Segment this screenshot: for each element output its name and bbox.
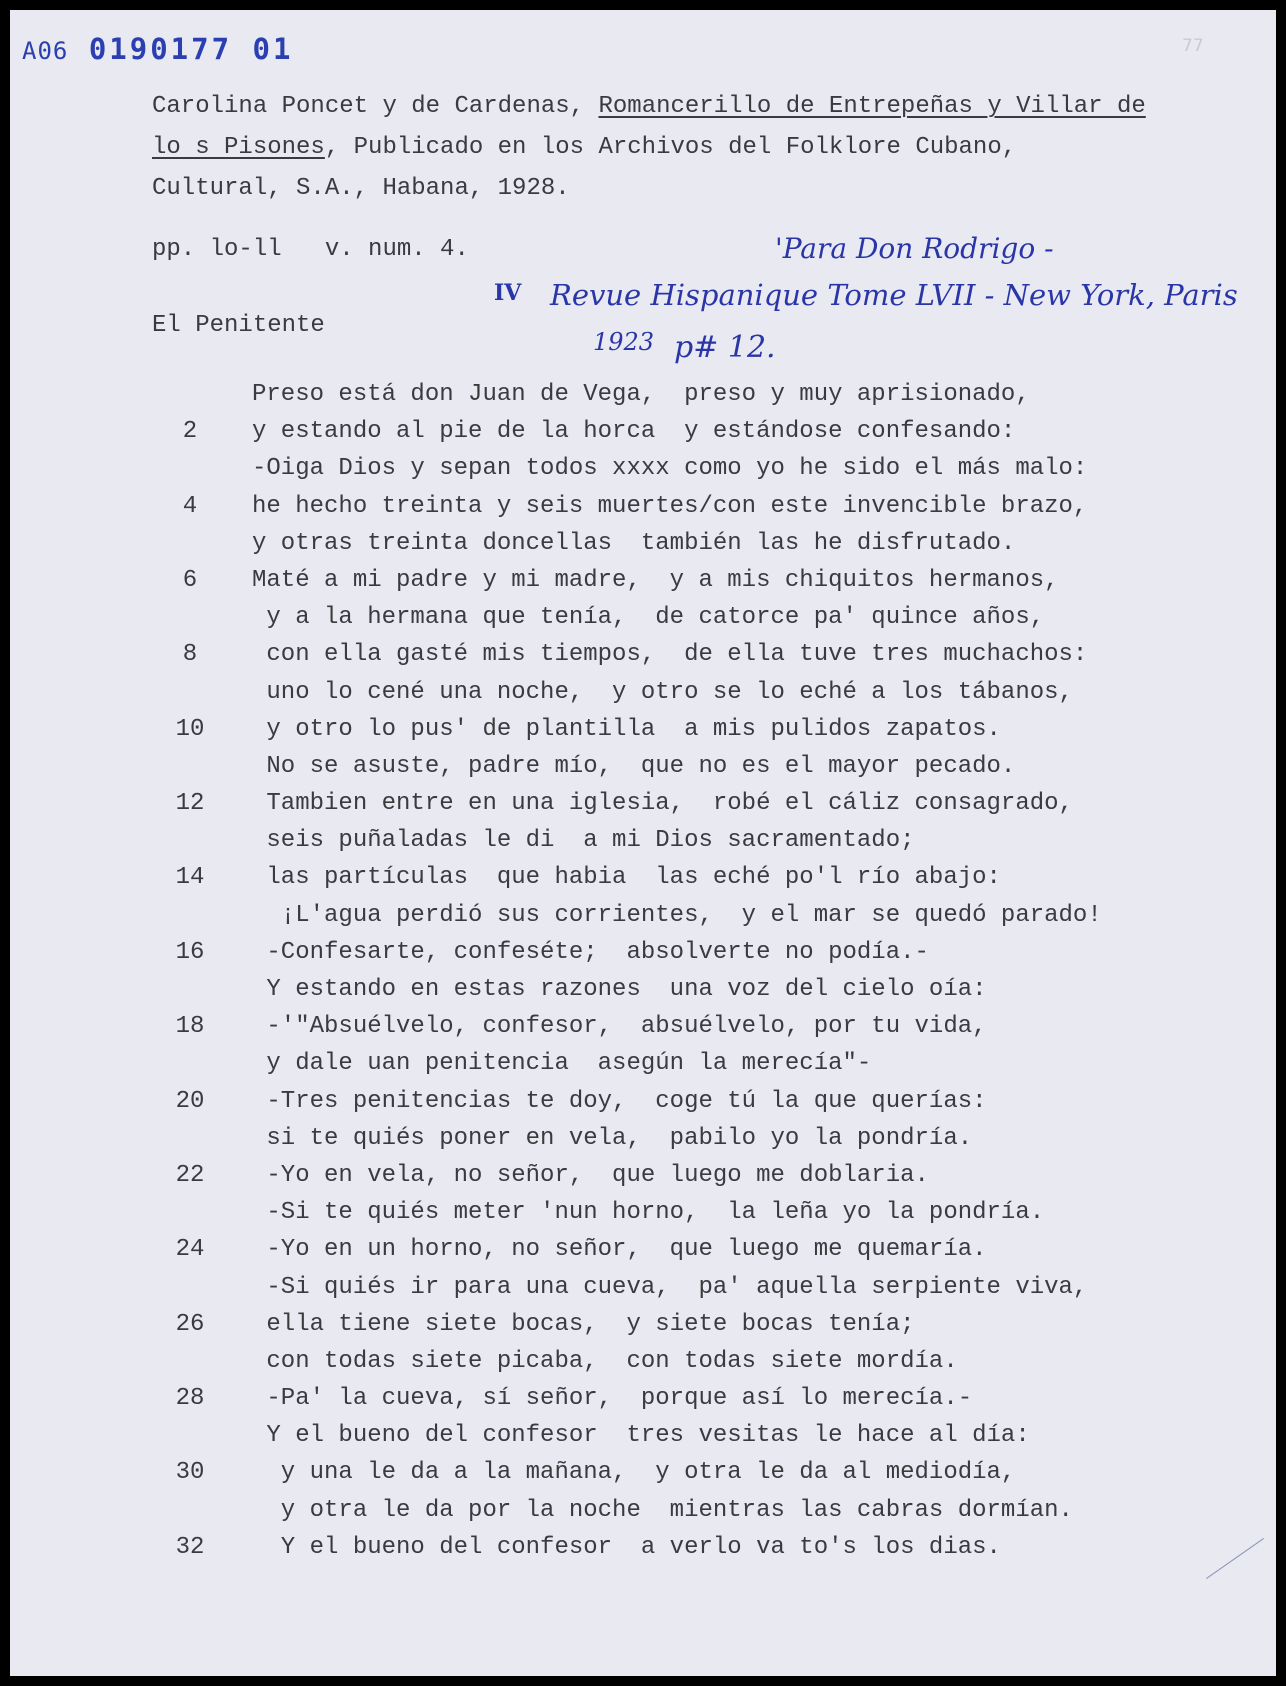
verse-text: -Si te quiés meter 'nun horno, la leña yo la pondría. bbox=[252, 1199, 1045, 1227]
line-number: 26 bbox=[175, 1310, 205, 1338]
verse-text: con ella gasté mis tiempos, de ella tuve tres muchachos: bbox=[252, 641, 1088, 669]
citation-publication: , Publicado en los Archivos del Folklore Cubano, bbox=[324, 134, 1017, 161]
verse-text: -Yo en vela, no señor, que luego me doblaria. bbox=[252, 1161, 929, 1189]
verse-text: Preso está don Juan de Vega, preso y muy aprisionado, bbox=[252, 381, 1030, 408]
line-number: 16 bbox=[175, 938, 205, 966]
handwritten-year: 1923 bbox=[593, 328, 655, 356]
verse-text: uno lo cené una noche, y otro se lo eché a los tábanos, bbox=[252, 678, 1073, 706]
verse-text: y una le da a la mañana, y otra le da al mediodía, bbox=[252, 1459, 1016, 1487]
verse-text: ¡L'agua perdió sus corrientes, y el mar se quedó parado! bbox=[252, 901, 1102, 929]
handwritten-roman-numeral: IV bbox=[494, 280, 522, 306]
citation-title-part1: Romancerillo de Entrepeñas y Villar de bbox=[598, 93, 1146, 120]
verse-text: -'"Absuélvelo, confesor, absuélvelo, por tu vida, bbox=[252, 1013, 987, 1041]
citation-title-part2: lo s Pisones bbox=[152, 134, 325, 161]
verse-text: Y el bueno del confesor a verlo va to's los dias. bbox=[252, 1533, 1001, 1561]
line-number: 12 bbox=[175, 790, 205, 818]
verse-text: -Oiga Dios y sepan todos xxxx como yo he sido el más malo: bbox=[252, 455, 1088, 483]
verse-text: con todas siete picaba, con todas siete mordía. bbox=[252, 1347, 958, 1375]
line-number: 20 bbox=[175, 1087, 205, 1115]
line-number: 4 bbox=[182, 492, 198, 520]
citation bbox=[152, 86, 1146, 209]
line-number: 24 bbox=[175, 1236, 205, 1264]
verse-text: -Confesarte, confeséte; absolverte no podía.- bbox=[252, 938, 929, 966]
poem-title: El Penitente bbox=[152, 312, 325, 339]
verse-text: -Si quiés ir para una cueva, pa' aquella serpiente viva, bbox=[252, 1273, 1088, 1301]
verse-text: ella tiene siete bocas, y siete bocas tenía; bbox=[252, 1310, 915, 1338]
verse-text: y otras treinta doncellas también las he disfrutado. bbox=[252, 529, 1016, 557]
stamp-prefix: A06 bbox=[22, 37, 69, 65]
verse-text: y otra le da por la noche mientras las cabras dormían. bbox=[252, 1496, 1073, 1524]
stamp-number: 0190177 01 bbox=[88, 32, 294, 66]
verse-text: he hecho treinta y seis muertes/con este invencible brazo, bbox=[252, 492, 1088, 520]
verse-text: -Tres penitencias te doy, coge tú la que querías: bbox=[252, 1087, 987, 1115]
verse-text: y a la hermana que tenía, de catorce pa' quince años, bbox=[252, 604, 1045, 632]
line-number: 6 bbox=[182, 566, 198, 594]
line-number: 2 bbox=[182, 418, 198, 446]
archive-stamp bbox=[22, 32, 293, 66]
verse-text: si te quiés poner en vela, pabilo yo la pondría. bbox=[252, 1124, 973, 1152]
handwritten-dedication: 'Para Don Rodrigo - bbox=[775, 232, 1054, 265]
verse-text: No se asuste, padre mío, que no es el mayor pecado. bbox=[252, 752, 1016, 780]
line-number: 28 bbox=[175, 1385, 205, 1413]
document-page bbox=[10, 10, 1276, 1676]
pages-line: pp. lo-ll v. num. 4. bbox=[152, 236, 469, 263]
verse-text: -Yo en un horno, no señor, que luego me quemaría. bbox=[252, 1236, 987, 1264]
line-number: 14 bbox=[175, 864, 205, 892]
verse-text: y otro lo pus' de plantilla a mis pulidos zapatos. bbox=[252, 715, 1001, 743]
line-number: 30 bbox=[175, 1459, 205, 1487]
line-number: 32 bbox=[175, 1533, 205, 1561]
line-number: 10 bbox=[175, 715, 205, 743]
citation-author: Carolina Poncet y de Cardenas, bbox=[152, 93, 599, 120]
verse-text: Y el bueno del confesor tres vesitas le hace al día: bbox=[252, 1422, 1030, 1450]
verse-text: -Pa' la cueva, sí señor, porque así lo merecía.- bbox=[252, 1385, 973, 1413]
verse-text: y estando al pie de la horca y estándose confesando: bbox=[252, 418, 1016, 446]
verse-text: y dale uan penitencia asegún la merecía"- bbox=[252, 1050, 872, 1078]
pen-stroke bbox=[1206, 1538, 1264, 1579]
verse-text: Maté a mi padre y mi madre, y a mis chiquitos hermanos, bbox=[252, 566, 1059, 594]
verse-text: las partículas que habia las eché po'l río abajo: bbox=[252, 864, 1001, 892]
line-number: 22 bbox=[175, 1161, 205, 1189]
citation-publisher: Cultural, S.A., Habana, 1928. bbox=[152, 175, 570, 202]
verse-text: Y estando en estas razones una voz del cielo oía: bbox=[252, 976, 987, 1003]
handwritten-reference: Revue Hispanique Tome LVII - New York, Paris bbox=[550, 278, 1238, 312]
verse-text: Tambien entre en una iglesia, robé el cáliz consagrado, bbox=[252, 790, 1073, 818]
page-mark: 77 bbox=[1182, 36, 1204, 56]
line-number: 18 bbox=[175, 1013, 205, 1041]
line-number: 8 bbox=[182, 641, 198, 669]
verse-text: seis puñaladas le di a mi Dios sacramentado; bbox=[252, 827, 915, 855]
handwritten-page: p# 12. bbox=[674, 330, 776, 365]
